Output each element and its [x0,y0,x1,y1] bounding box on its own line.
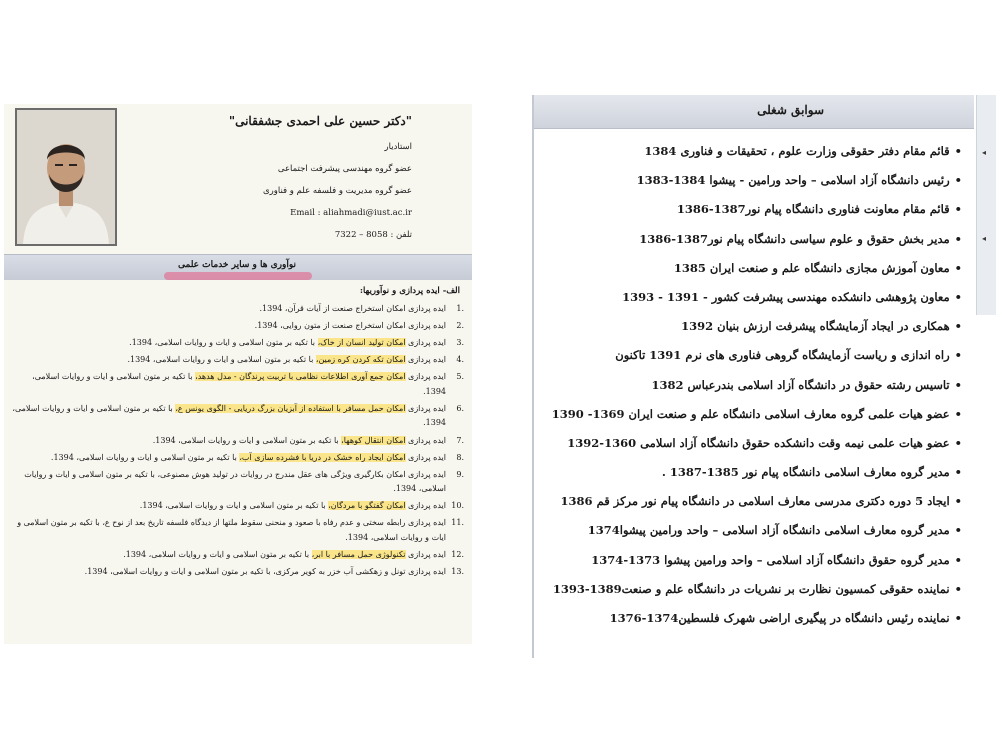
career-item: • همکاری در ایجاد آزمایشگاه پیشرفت ارزش بنیان 1392 [538,312,962,341]
innovations-subtitle: الف- ایده پردازی و نوآوریها: [359,286,460,296]
profile-info [152,114,412,246]
innovation-text: ایده پردازی [405,435,446,445]
pink-highlight-underline [164,272,312,280]
innovation-text: با تکیه بر متون اسلامی و ایات و روایات اسلامی، 1394. [12,403,446,428]
innovation-text: ایده پردازی [405,338,446,348]
innovation-number: 1. [456,304,464,313]
profile-name: "دکتر حسین علی احمدی جشفقانی" [228,114,412,128]
innovation-text: با تکیه بر متون اسلامی و ایات و روایات اسلامی، 1394. [139,501,329,511]
innovation-item [12,353,464,368]
innovation-text: ایده پردازی امکان استخراج صنعت از آیات قرآن، 1394. [259,304,446,313]
profile-photo [15,108,117,246]
profile-rank: استادیار [384,142,412,152]
innovation-number: 2. [456,321,464,331]
innovation-item [12,499,464,514]
career-list [538,137,962,633]
innovation-number: 10. [451,501,464,511]
career-item: • قائم مقام معاونت فناوری دانشگاه پیام نور1387-1386 [538,195,962,224]
career-item: • ایجاد 5 دوره دکتری مدرسی معارف اسلامی در دانشگاه پیام نور مرکز قم 1386 [538,487,962,516]
innovation-highlight: تکنولوژی حمل مسافر با ابر، [311,550,406,560]
innovation-text: ایده پردازی [405,501,446,511]
innovation-number: 3. [456,338,464,348]
career-item: • عضو هیات علمی گروه معارف اسلامی دانشگاه علم و صنعت ایران 1369- 1390 [538,400,962,429]
innovation-text: با تکیه بر متون اسلامی و ایات و روایات اسلامی، 1394. [152,435,342,445]
innovation-item [12,548,464,563]
innovation-item [12,468,464,497]
innovation-text: با تکیه بر متون اسلامی و ایات و روایات اسلامی، 1394. [129,338,318,348]
innovation-highlight: امکان جمع آوری اطلاعات نظامی با تربیت پرندگان - مدل هدهد، [195,372,406,382]
innovation-item [12,336,464,351]
career-item: • مدیر گروه حقوق دانشگاه آزاد اسلامی – واحد ورامین پیشوا 1373-1374 [538,546,962,575]
edge-arrow-icon: ◂ [982,234,987,243]
innovation-text: ایده پردازی تونل و زهکشی آب خزر به کویر مرکزی، با تکیه بر متون اسلامی و ایات و روایات اسلامی، 1394. [84,567,446,577]
career-item: • مدیر بخش حقوق و علوم سیاسی دانشگاه پیام نور1387-1386 [538,225,962,254]
innovation-text: ایده پردازی [405,550,446,560]
innovation-highlight: امکان تولید انسان از خاک، [317,338,406,348]
innovation-text: ایده پردازی [405,355,446,365]
innovation-number: 4. [456,355,464,365]
innovation-text: با تکیه بر متون اسلامی و ایات و روایات اسلامی، 1394. [32,372,446,396]
career-panel [532,95,974,658]
innovation-item [12,319,464,334]
innovation-number: 8. [456,452,464,462]
career-header [534,95,974,129]
innovation-item [12,402,464,431]
career-item: • نماینده رئیس دانشگاه در پیگیری اراضی شهرک فلسطین1374-1376 [538,604,962,633]
innovation-highlight: امکان انتقال کوهها، [341,435,406,445]
career-item: • مدیر گروه معارف اسلامی دانشگاه پیام نور 1385-1387 . [538,458,962,487]
profile-department: عضو گروه مدیریت و فلسفه علم و فناوری [263,186,412,196]
career-item: • رئیس دانشگاه آزاد اسلامی – واحد ورامین - پیشوا 1384-1383 [538,166,962,195]
innovation-text: ایده پردازی امکان بکارگیری ویژگی های عقل مندرج در روایات در تولید هوش مصنوعی، با تکیه بر متون اسلامی و ایات و روایات اسلامی، 1394. [24,469,446,494]
profile-email: Email : aliahmadi@iust.ac.ir [290,208,412,218]
innovation-highlight: امکان حمل مسافر با استفاده از آبزیان بزرگ دریایی - الگوی یونس ع، [175,403,406,413]
innovation-text: با تکیه بر متون اسلامی و ایات و روایات اسلامی، 1394. [50,452,240,462]
innovation-text: با تکیه بر متون اسلامی و ایات و روایات اسلامی، 1394. [123,550,312,560]
innovations-list [12,302,464,582]
innovation-number: 5. [456,372,464,382]
innovation-item [12,516,464,545]
innovation-text: با تکیه بر متون اسلامی و ایات و روایات اسلامی، 1394. [127,355,316,365]
profile-group: عضو گروه مهندسی پیشرفت اجتماعی [277,164,412,174]
career-title: سوابق شغلی [757,103,824,117]
innovation-item [12,565,464,580]
career-item: • عضو هیات علمی نیمه وقت دانشکده حقوق دانشگاه آزاد اسلامی 1360-1392 [538,429,962,458]
innovation-text: ایده پردازی [405,403,446,413]
innovation-item [12,434,464,449]
innovation-text: ایده پردازی امکان استخراج صنعت از متون روایی، 1394. [254,321,446,331]
career-item: • معاون پژوهشی دانشکده مهندسی پیشرفت کشور - 1391 - 1393 [538,283,962,312]
innovation-number: 6. [456,403,464,413]
career-item: • قائم مقام دفتر حقوقی وزارت علوم ، تحقیقات و فناوری 1384 [538,137,962,166]
person-portrait-icon [17,110,115,244]
innovation-item [12,370,464,399]
innovation-text: ایده پردازی [405,372,446,382]
innovation-number: 9. [456,469,464,479]
innovation-item [12,451,464,466]
career-item: • تاسیس رشته حقوق در دانشگاه آزاد اسلامی بندرعباس 1382 [538,371,962,400]
innovation-item [12,302,464,317]
career-item: • راه اندازی و ریاست آزمایشگاه گروهی فناوری های نرم 1391 تاکنون [538,341,962,370]
innovation-text: ایده پردازی رابطه سختی و عدم رفاه با صعود و منحنی سقوط ملتها از دیدگاه فلسفه تاریخ بعد از نوح ع، با تکیه بر متون اسلامی و ایات و روایات اسلامی، 1394. [17,518,446,542]
career-item: • مدیر گروه معارف اسلامی دانشگاه آزاد اسلامی – واحد ورامین پیشوا1374 [538,516,962,545]
career-item: • معاون آموزش مجازی دانشگاه علم و صنعت ایران 1385 [538,254,962,283]
innovation-text: ایده پردازی [405,452,446,462]
career-item: • نماینده حقوقی کمسیون نظارت بر نشریات در دانشگاه علم و صنعت1389-1393 [538,575,962,604]
innovations-title: نوآوری ها و سایر خدمات علمی [177,260,297,270]
innovation-highlight: امکان تکه کردن کره زمین، [315,355,406,365]
profile-phone: تلفن : 8058 – 7322 [334,230,412,240]
innovation-number: 13. [451,567,464,577]
side-edge-strip [976,95,996,315]
edge-arrow-icon: ◂ [982,148,987,157]
innovation-number: 12. [451,550,464,560]
profile-panel [4,104,472,644]
innovation-highlight: امکان ایجاد راه خشک در دریا با فشرده سازی آب، [239,452,406,462]
innovation-highlight: امکان گفتگو با مردگان، [328,501,406,511]
innovation-number: 7. [456,435,464,445]
innovation-number: 11. [451,518,464,528]
